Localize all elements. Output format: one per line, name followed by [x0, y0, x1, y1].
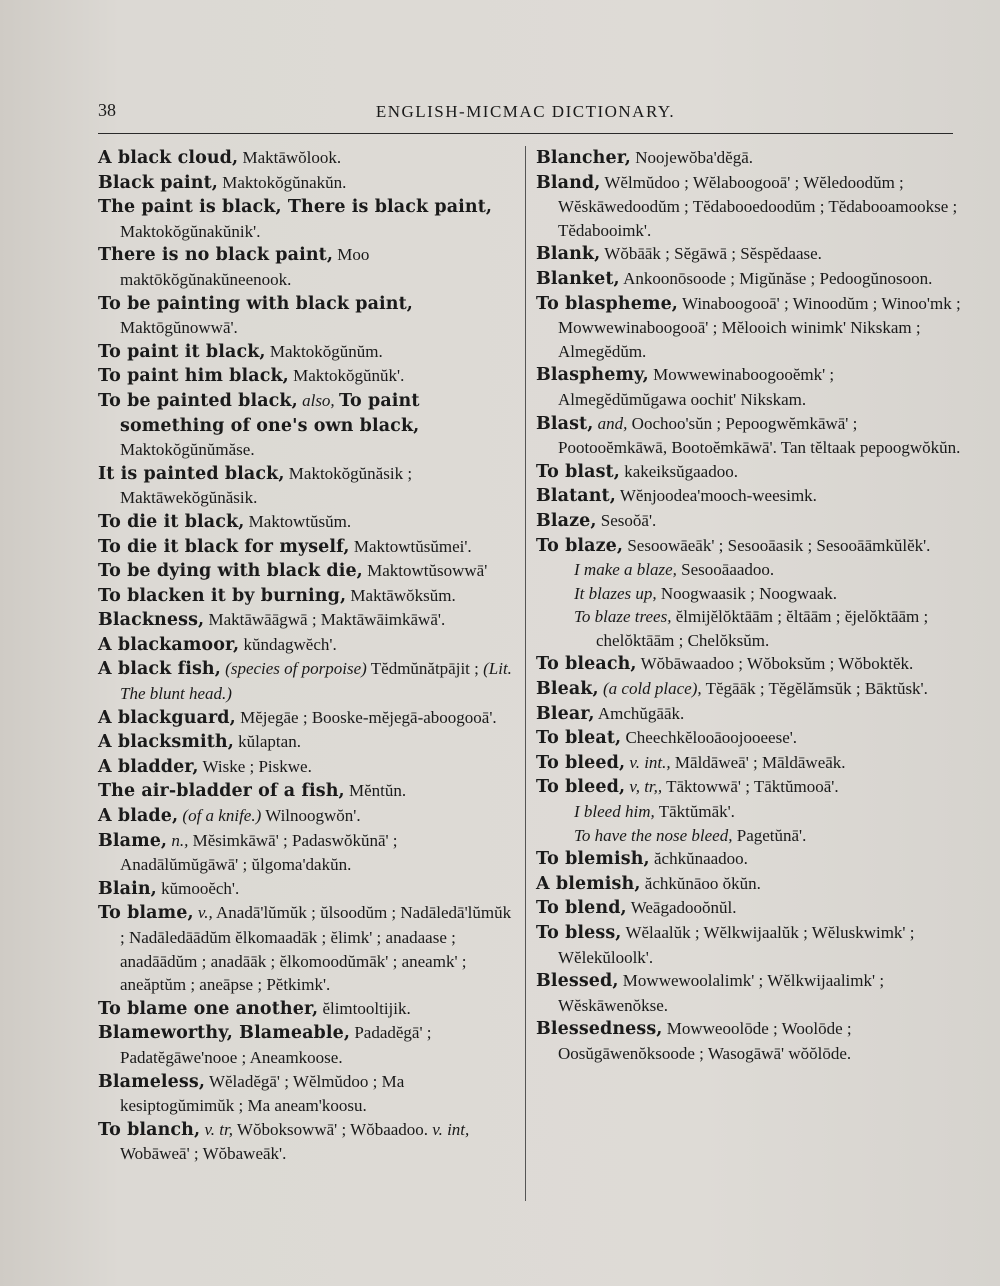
entry-headword: A black cloud,	[98, 148, 239, 168]
entry-headword: To blaspheme,	[536, 293, 678, 314]
dictionary-entry	[536, 605, 964, 652]
dictionary-entry	[98, 535, 518, 560]
dictionary-entry	[536, 896, 964, 921]
entry-headword: To blast,	[536, 461, 620, 482]
entry-headword: A blackguard,	[98, 707, 236, 728]
entry-grammar-note: I make a blaze,	[574, 560, 677, 580]
entry-definition: Moo maktōkŏgŭnakŭneenook.	[120, 245, 370, 289]
entry-definition: Mĕjegāe ; Booske-mĕjegā-aboogooā'.	[240, 707, 497, 727]
entry-grammar-note: n.,	[171, 830, 189, 850]
entry-definition: Maktowtŭsŭmei'.	[353, 536, 472, 556]
entry-definition: Wiske ; Piskwe.	[202, 756, 312, 776]
entry-definition: Maktōgŭnowwā'.	[120, 318, 238, 338]
dictionary-entry	[536, 1017, 964, 1065]
dictionary-entry	[98, 804, 518, 829]
entry-definition: Maktowtŭsowwā'	[367, 561, 488, 581]
entry-definition: ăchkŭnaadoo.	[653, 849, 748, 869]
entry-definition: Maktokŏgŭnakŭn.	[222, 172, 347, 192]
entry-grammar-note: (Lit. The blunt head.)	[120, 659, 512, 704]
dictionary-entry	[98, 755, 518, 780]
dictionary-entry	[98, 559, 518, 584]
entry-definition: Noojewŏba'dĕgā.	[635, 148, 753, 167]
left-column	[98, 146, 518, 1166]
entry-definition: ĕlimtooltijik.	[322, 998, 411, 1018]
entry-definition: Maktokŏgŭnăsik ; Maktāwekŏgŭnăsik.	[120, 463, 413, 508]
entry-definition: Mowwewoolalimk' ; Wĕlkwijaalimk' ; Wĕskāwenŏkse.	[558, 971, 885, 1015]
dictionary-entry	[536, 171, 964, 243]
dictionary-entry	[536, 534, 964, 559]
entry-definition: Māldāweā' ; Māldāweāk.	[674, 752, 846, 772]
entry-definition: kŭlaptan.	[238, 732, 301, 752]
entry-headword: To be dying with black die,	[98, 561, 363, 582]
entry-grammar-note: v. int.,	[629, 752, 671, 772]
page-number: 38	[98, 100, 116, 120]
entry-grammar-note: (of a knife.)	[182, 806, 262, 826]
entry-definition: Amchŭgāāk.	[597, 703, 685, 723]
entry-definition: Wĕlmŭdoo ; Wĕlaboogooā' ; Wĕledoodŭm ; Wĕskāwedoodŭm ; Tĕdabooedoodŭm ; Tĕdabooamookse ; Tĕdabooimk'.	[558, 172, 958, 240]
entry-definition: ăchkŭnāoo ŏkŭn.	[644, 873, 761, 893]
entry-headword: Blasphemy,	[536, 365, 649, 386]
entry-definition: Maktokŏgŭnŭm.	[269, 341, 383, 361]
dictionary-entry	[536, 363, 964, 411]
dictionary-entry	[536, 969, 964, 1017]
dictionary-entry	[536, 726, 964, 751]
entry-headword: To die it black for myself,	[98, 536, 350, 557]
entry-definition: Maktāwāāgwā ; Maktāwāimkāwā'.	[208, 610, 446, 630]
entry-definition: Wobāweā' ; Wŏbaweāk'.	[120, 1144, 287, 1164]
entry-headword: To blemish,	[536, 849, 650, 870]
entry-definition: Maktokŏgŭnakŭnik'.	[120, 221, 261, 241]
entry-headword: Blancher,	[536, 148, 631, 168]
entry-grammar-note: To have the nose bleed,	[574, 825, 733, 845]
entry-headword: To blame,	[98, 903, 194, 924]
dictionary-entry	[536, 652, 964, 677]
entry-definition: kŭmooĕch'.	[161, 878, 240, 898]
entry-headword: A blade,	[98, 806, 179, 827]
entry-definition: Oochoo'sŭn ; Pepoogwĕmkāwā' ; Pootooĕmkāwā,	[558, 413, 858, 458]
dictionary-entry	[536, 702, 964, 727]
entry-definition: Wŏbāāk ; Sĕgāwā ; Sĕspĕdaase.	[604, 244, 822, 264]
entry-definition: Mowwewinaboogooĕmk' ; Almegĕdŭmŭgawa oochit' Nikskam.	[558, 365, 835, 409]
entry-definition: Winaboogooā' ; Winoodŭm ; Winoo'mk ; Mowwewinaboogooā' ; Mĕlooich winimk' Nikskam ; Almegĕdŭm.	[558, 293, 961, 361]
entry-headword: To paint it black,	[98, 341, 266, 362]
entry-definition: Tĕgāāk ; Tĕgĕlămsŭk ; Bāktŭsk'.	[705, 679, 928, 699]
entry-headword: To bless,	[536, 923, 622, 943]
dictionary-entry	[536, 412, 964, 460]
entry-headword: Blast,	[536, 413, 594, 434]
entry-definition: Tĕdmŭnătpājit ;	[370, 659, 479, 679]
entry-headword: Blameless,	[98, 1071, 206, 1092]
entry-definition: Maktāwŏlook.	[242, 148, 342, 167]
entry-headword: Blameworthy, Blameable,	[98, 1023, 351, 1044]
dictionary-entry	[536, 558, 964, 582]
dictionary-entry	[536, 775, 964, 800]
dictionary-entry	[98, 829, 518, 877]
dictionary-entry	[98, 462, 518, 510]
entry-headword: Blear,	[536, 703, 595, 724]
dictionary-entry	[536, 921, 964, 969]
entry-grammar-note: To blaze trees,	[574, 607, 672, 627]
entry-headword: To blame one another,	[98, 998, 319, 1019]
entry-headword: Blank,	[536, 244, 601, 265]
entry-definition: Mĕsimkāwā' ; Padaswŏkŭnā' ; Anadālŭmŭgāwā' ; ŭlgoma'dakŭn.	[120, 830, 398, 875]
entry-headword: A bladder,	[98, 756, 199, 777]
dictionary-entry	[98, 1021, 518, 1069]
entry-headword: A black fish,	[98, 659, 221, 680]
entry-grammar-note: also,	[302, 390, 335, 410]
dictionary-entry	[98, 779, 518, 804]
entry-headword: A blackamoor,	[98, 634, 240, 655]
dictionary-entry	[98, 633, 518, 658]
dictionary-entry	[98, 292, 518, 340]
dictionary-entry	[98, 584, 518, 609]
dictionary-entry	[98, 146, 518, 171]
entry-headword: Blanket,	[536, 268, 620, 289]
entry-grammar-note: It blazes up,	[574, 583, 657, 603]
entry-definition: Wŏbāwaadoo ; Wŏboksŭm ; Wŏboktĕk.	[640, 654, 914, 674]
entry-definition: Padadĕgā' ; Padatĕgāwe'nooe ; Aneamkoose.	[120, 1023, 432, 1067]
entry-grammar-note: v.,	[197, 903, 213, 923]
dictionary-entry	[98, 340, 518, 365]
entry-grammar-note: v. int,	[432, 1119, 470, 1139]
entry-headword: Blessed,	[536, 971, 619, 992]
entry-headword: To die it black,	[98, 511, 245, 532]
dictionary-entry	[536, 292, 964, 364]
dictionary-entry	[536, 847, 964, 872]
entry-headword: The air-bladder of a fish,	[98, 781, 345, 802]
entry-definition: Mĕntŭn.	[349, 781, 407, 801]
dictionary-entry	[98, 1070, 518, 1118]
entry-headword: Bland,	[536, 172, 601, 193]
dictionary-entry	[98, 706, 518, 731]
entry-definition: ĕlmijĕlŏktāām ; ĕltāām ; ĕjelŏktāām ; chelŏktāām ; Chelŏksŭm.	[596, 607, 929, 650]
entry-headword: To bleach,	[536, 654, 637, 675]
entry-definition: Wŏboksowwā' ; Wŏbaadoo.	[236, 1119, 429, 1139]
entry-definition: Anadā'lŭmŭk ; ŭlsoodŭm ; Nadāledā'lŭmŭk ; Nadāledāādŭm ĕlkomaadāk ; ĕlimk' ; anadaase ; anadāādŭm ; anadāāk ; ĕlkomoodŭmāk' ; aneamk' ; aneăptŭm ; aneāpse ; Pĕtkimk'.	[120, 903, 512, 995]
dictionary-entry	[98, 195, 518, 243]
dictionary-entry	[98, 730, 518, 755]
entry-headword: To blend,	[536, 898, 627, 919]
entry-headword: To be painted black,	[98, 390, 298, 411]
entry-definition: Tāktowwā' ; Tāktŭmooā'.	[666, 777, 839, 797]
entry-definition: Pagetŭnā'.	[736, 825, 807, 845]
header-rule	[98, 133, 953, 134]
dictionary-entry	[98, 901, 518, 996]
entry-definition: Sesooāaadoo.	[681, 560, 775, 580]
entry-headword: Bleak,	[536, 679, 599, 700]
entry-definition: Maktokŏgŭnŭmăse.	[120, 440, 255, 460]
dictionary-entry	[98, 243, 518, 291]
right-column	[536, 146, 964, 1066]
entry-definition: Maktowtŭsŭm.	[248, 511, 352, 531]
dictionary-entry	[536, 582, 964, 606]
entry-headword: Blain,	[98, 878, 157, 899]
entry-headword: To blacken it by burning,	[98, 585, 347, 606]
entry-definition: Wilnoogwŏn'.	[265, 806, 361, 826]
entry-headword: It is painted black,	[98, 463, 285, 484]
page-header	[98, 98, 953, 132]
entry-headword: Black paint,	[98, 172, 218, 193]
entry-definition: Mowweoolōde ; Woolōde ; Oosŭgāwenŏksoode ; Wasogāwā' wŏŏlōde.	[558, 1019, 852, 1063]
dictionary-entry	[98, 608, 518, 633]
dictionary-entry	[98, 171, 518, 196]
dictionary-entry	[536, 509, 964, 534]
dictionary-entry	[536, 677, 964, 702]
dictionary-entry	[98, 877, 518, 902]
dictionary-entry	[98, 510, 518, 535]
dictionary-entry	[536, 267, 964, 292]
entry-headword: To be painting with black paint,	[98, 293, 414, 314]
dictionary-entry	[536, 751, 964, 776]
entry-headword: To paint something of one's own black,	[120, 390, 420, 436]
entry-headword: There is no black paint,	[98, 245, 334, 266]
entry-definition: Tāktŭmāk'.	[658, 802, 735, 822]
entry-definition: kakeiksŭgaadoo.	[624, 461, 738, 481]
entry-definition: Sesoŏā'.	[600, 510, 657, 530]
entry-definition: Wĕlaalŭk ; Wĕlkwijaalŭk ; Wĕluskwimk' ; Wĕlekŭloolk'.	[558, 923, 915, 967]
entry-definition: Cheechkĕlooāoojooeese'.	[625, 728, 798, 748]
dictionary-entry	[536, 824, 964, 848]
entry-grammar-note: I bleed him,	[574, 802, 655, 822]
entry-grammar-note: (a cold place),	[602, 679, 702, 699]
entry-grammar-note: v, tr,,	[629, 777, 663, 797]
dictionary-entry	[98, 997, 518, 1022]
entry-headword: A blacksmith,	[98, 732, 234, 753]
running-title: ENGLISH-MICMAC DICTIONARY.	[375, 102, 676, 121]
entry-headword: To bleed,	[536, 752, 626, 773]
entry-definition: Wĕladĕgā' ; Wĕlmŭdoo ; Ma kesiptogŭmimŭk ; Ma aneam'koosu.	[120, 1071, 405, 1116]
entry-definition: Maktokŏgŭnŭk'.	[293, 366, 405, 386]
entry-definition: Wĕnjoodea'mooch-weesimk.	[619, 486, 817, 506]
entry-headword: To paint him black,	[98, 366, 289, 387]
entry-definition: Bootoĕmkāwā'. Tan tĕltaak pepoogwŏkŭn.	[671, 438, 961, 458]
entry-headword: To blanch,	[98, 1119, 201, 1140]
dictionary-entry	[536, 800, 964, 824]
dictionary-entry	[98, 657, 518, 705]
dictionary-entry	[98, 389, 518, 462]
entry-definition: Ankoonōsoode ; Migŭnăse ; Pedoogŭnosoon.	[623, 268, 933, 288]
entry-headword: Blame,	[98, 830, 168, 851]
entry-headword: To bleed,	[536, 777, 626, 798]
entry-headword: Blessedness,	[536, 1019, 663, 1040]
dictionary-entry	[98, 364, 518, 389]
entry-definition: Weāgadooŏnŭl.	[630, 898, 737, 918]
entry-headword: Blaze,	[536, 510, 597, 531]
entry-headword: The paint is black, There is black paint,	[98, 197, 493, 218]
entry-headword: To bleat,	[536, 728, 622, 749]
entry-definition: Noogwaasik ; Noogwaak.	[660, 583, 837, 603]
entry-headword: A blemish,	[536, 873, 641, 894]
entry-headword: Blackness,	[98, 610, 205, 631]
entry-grammar-note: and,	[597, 413, 628, 433]
dictionary-entry	[536, 460, 964, 485]
entry-definition: kŭndagwĕch'.	[243, 634, 337, 654]
entry-headword: Blatant,	[536, 486, 616, 507]
entry-headword: To blaze,	[536, 535, 624, 556]
entry-grammar-note: v. tr,	[204, 1119, 233, 1139]
dictionary-entry	[98, 1118, 518, 1166]
dictionary-entry	[536, 242, 964, 267]
dictionary-entry	[536, 146, 964, 171]
dictionary-entry	[536, 484, 964, 509]
entry-grammar-note: (species of porpoise)	[225, 659, 367, 679]
dictionary-entry	[536, 872, 964, 897]
column-divider	[525, 146, 526, 1201]
entry-definition: Maktāwŏksŭm.	[350, 585, 456, 605]
entry-definition: Sesoowāeāk' ; Sesooāasik ; Sesooāāmkŭlĕk'.	[627, 535, 931, 555]
